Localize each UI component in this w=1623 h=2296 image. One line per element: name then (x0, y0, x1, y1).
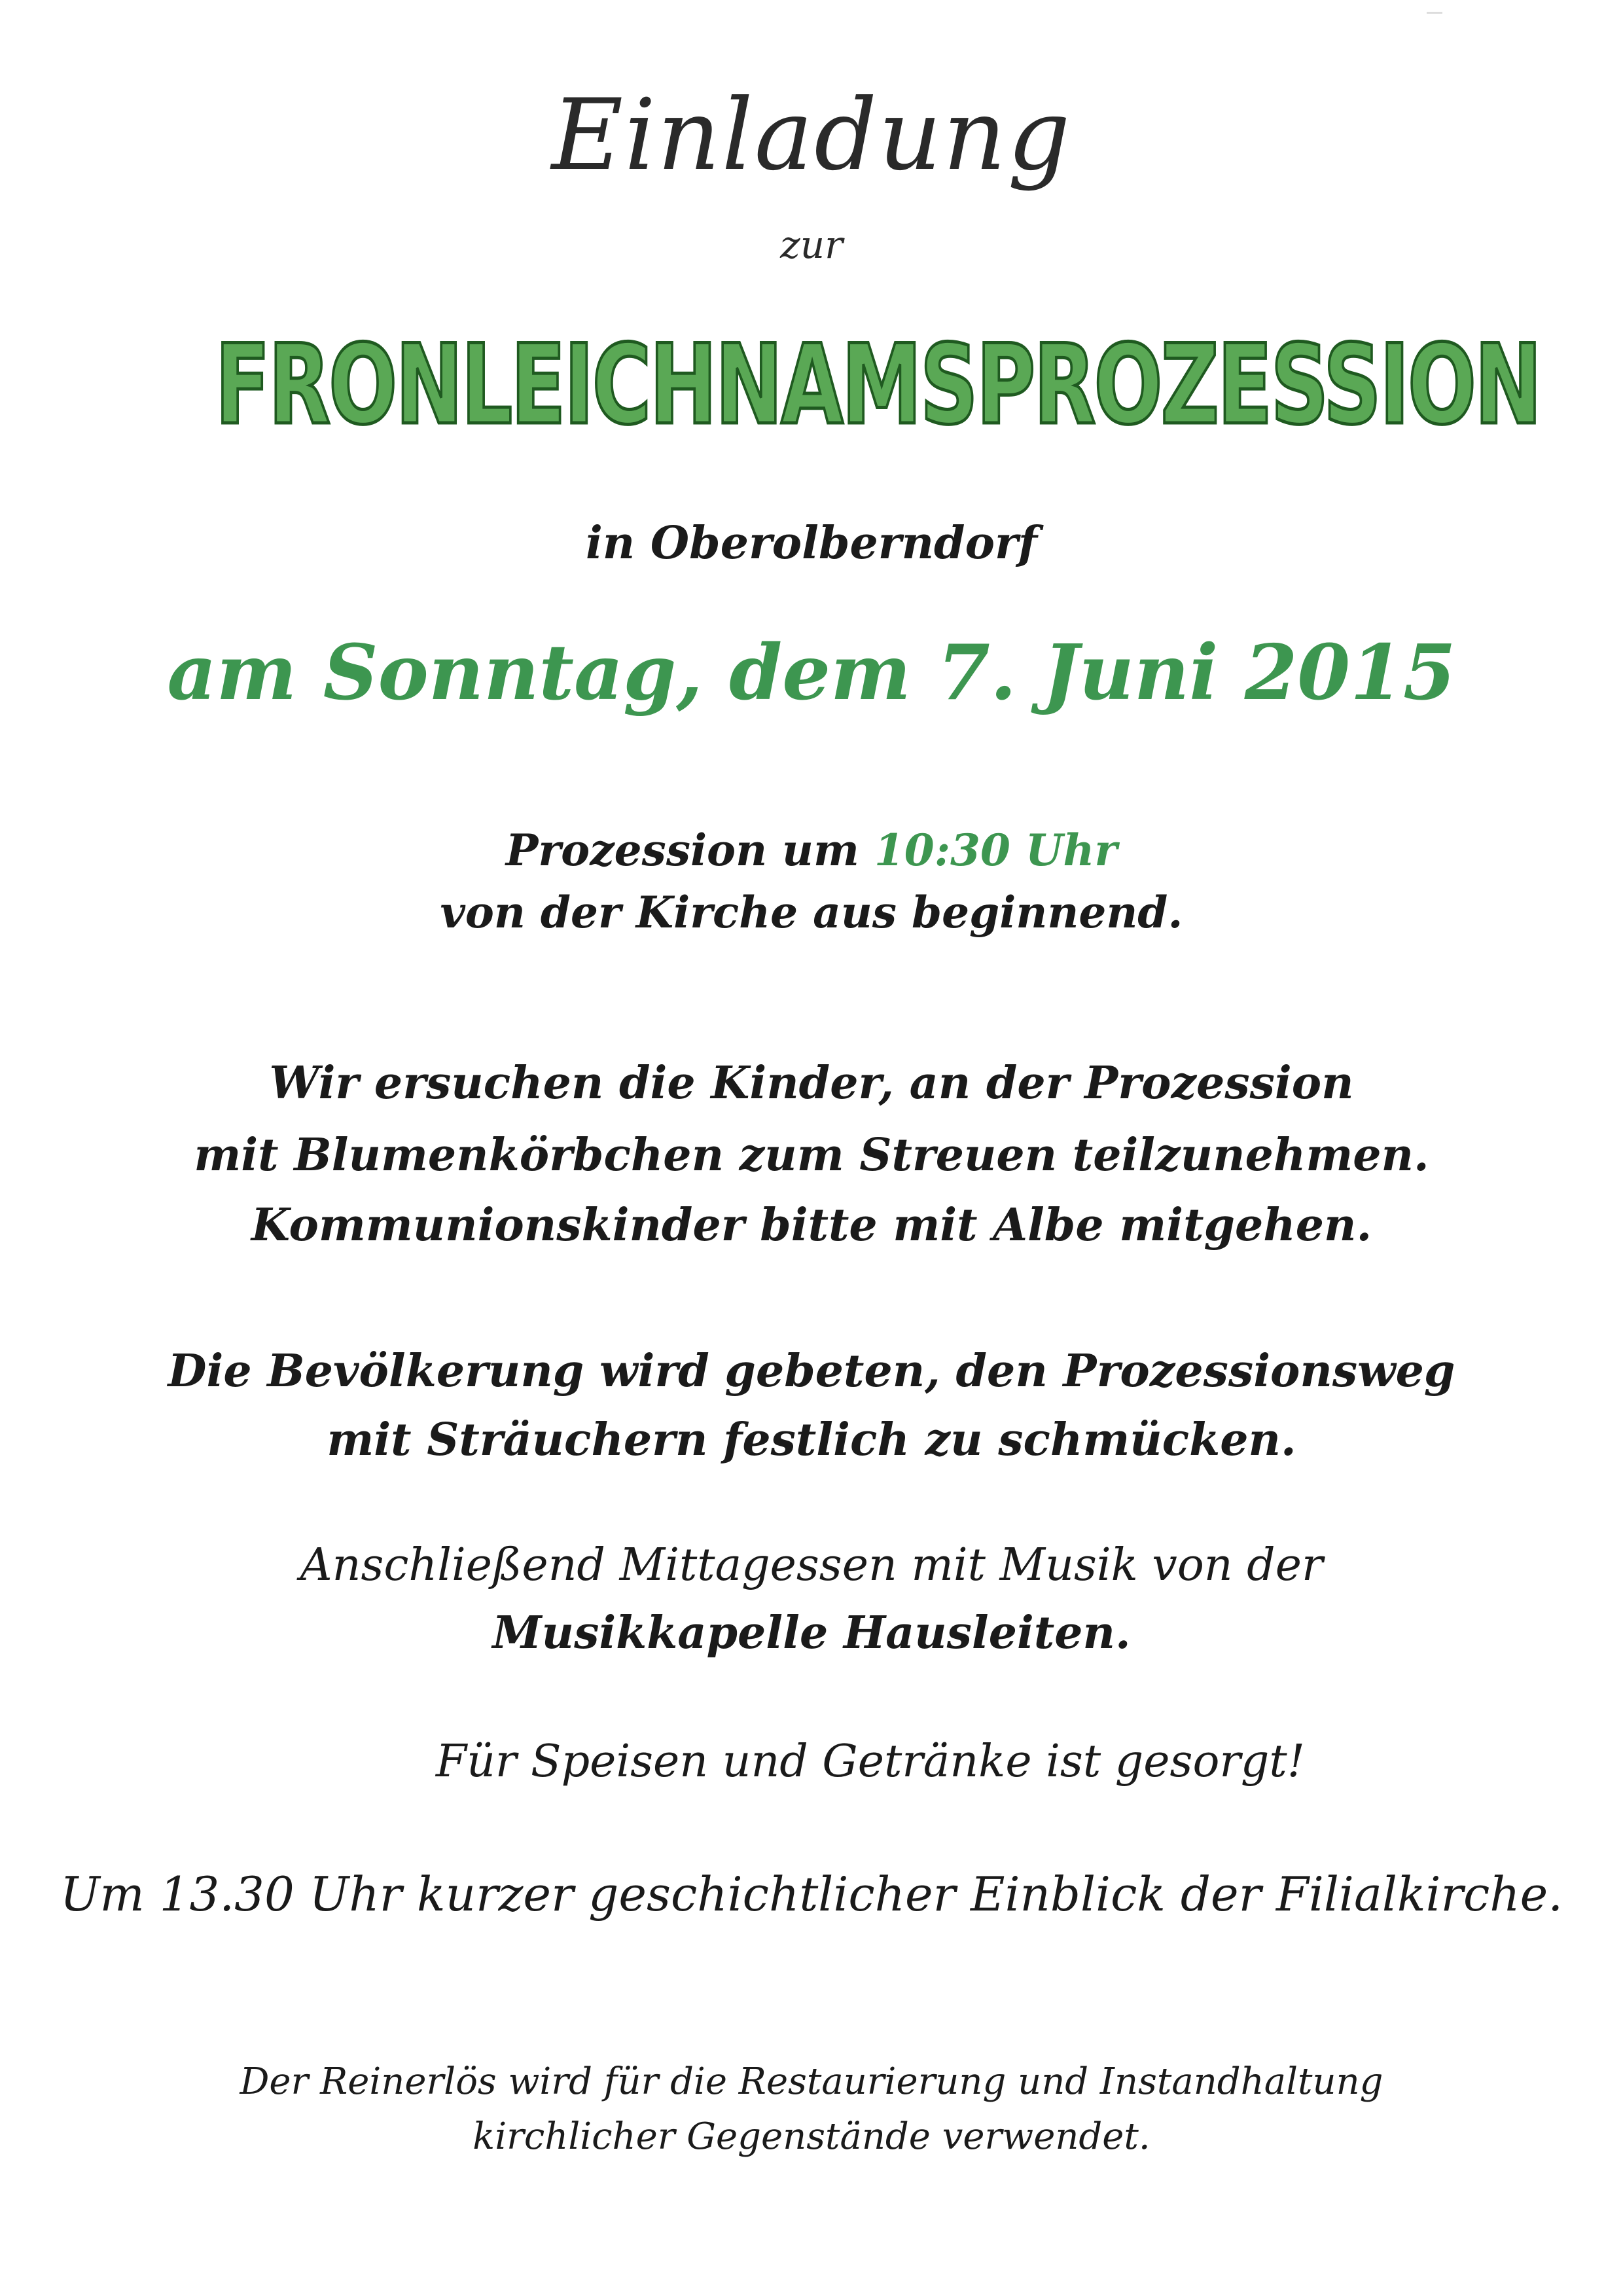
procession-time-line (0, 825, 1623, 876)
invitation-title: Einladung (551, 79, 1072, 192)
population-request-line-2: mit Sträuchern festlich zu schmücken. (327, 1414, 1296, 1466)
event-location: in Oberolberndorf (585, 517, 1038, 569)
connector-word: zur (780, 223, 843, 267)
lunch-line-2: Musikkapelle Hausleiten. (492, 1607, 1131, 1659)
procession-start-line: von der Kirche aus beginnend. (440, 887, 1183, 938)
children-request-line-1: Wir ersuchen die Kinder, an der Prozession (269, 1057, 1354, 1109)
scan-mark (1427, 12, 1442, 14)
event-headline: FRONLEICHNAMSPROZESSION (215, 321, 1541, 449)
event-date: am Sonntag, dem 7. Juni 2015 (167, 628, 1456, 717)
procession-time-prefix: Prozession um (505, 825, 874, 876)
food-note: Für Speisen und Getränke ist gesorgt! (435, 1736, 1306, 1787)
children-request-line-2: mit Blumenkörbchen zum Streuen teilzunehmen. (194, 1129, 1429, 1181)
children-request-line-3: Kommunionskinder bitte mit Albe mitgehen. (251, 1199, 1372, 1251)
history-note: Um 13.30 Uhr kurzer geschichtlicher Einblick der Filialkirche. (60, 1867, 1563, 1922)
population-request-line-1: Die Bevölkerung wird gebeten, den Prozessionsweg (168, 1345, 1455, 1397)
proceeds-note-line-2: kirchlicher Gegenstände verwendet. (473, 2115, 1150, 2158)
procession-time: 10:30 Uhr (874, 825, 1118, 876)
proceeds-note-line-1: Der Reinerlös wird für die Restaurierung und Instandhaltung (240, 2060, 1383, 2103)
lunch-line-1: Anschließend Mittagessen mit Musik von der (300, 1539, 1323, 1591)
